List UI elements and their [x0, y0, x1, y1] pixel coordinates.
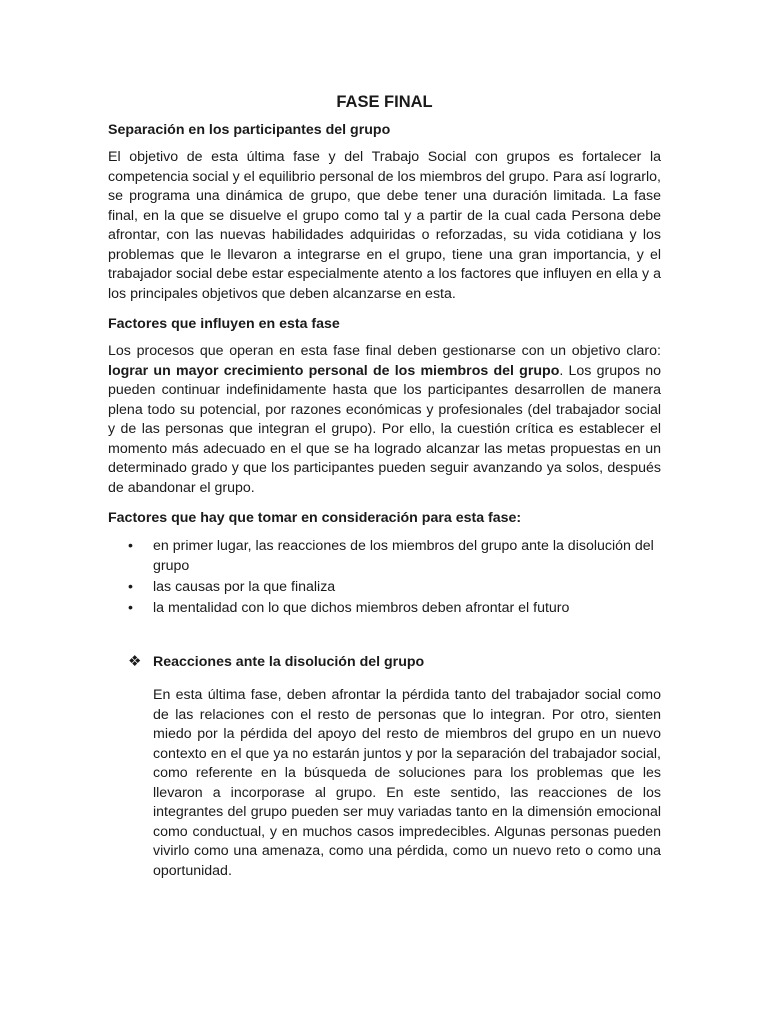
section-heading-separacion: Separación en los participantes del grupo	[108, 122, 391, 138]
paragraph-procesos	[108, 342, 661, 498]
bullet-icon: •	[128, 600, 133, 616]
section-heading-consideracion: Factores que hay que tomar en consideración para esta fase:	[108, 510, 522, 526]
bullet-list	[108, 536, 661, 618]
bullet-item	[108, 536, 661, 576]
paragraph-reacciones: En esta última fase, deben afrontar la pérdida tanto del trabajador social como de las relaciones con el resto de personas que lo integran. Por otro, sienten miedo por la pérdida del apoyo del resto de miembros del grupo en un nuevo contexto en el que ya no estarán juntos y por la separación del trabajador social, como referente en la búsqueda de soluciones para los problemas que les llevaron a incorporase al grupo. En este sentido, las reacciones de los integrantes del grupo pueden ser muy variadas tanto en la dimensión emocional como conductual, y en muchos casos impredecibles. Algunas personas pueden vivirlo como una amenaza, como una pérdida, como un nuevo reto o como una oportunidad.	[153, 687, 661, 879]
section-heading-factores: Factores que influyen en esta fase	[108, 316, 340, 332]
paragraph-procesos-bold: lograr un mayor crecimiento personal de los miembros del grupo	[108, 362, 560, 379]
paragraph-objetivo: El objetivo de esta última fase y del Trabajo Social con grupos es fortalecer la competencia social y el equilibrio personal de los miembros del grupo. Para así lograrlo, se programa una dinámica de grupo, que debe tener una duración limitada. La fase final, en la que se disuelve el grupo como tal y a partir de la cual cada Persona debe afrontar, con las nuevas habilidades adquiridas o reforzadas, su vida cotidiana y los problemas que le llevaron a integrarse en el grupo, tiene una gran importancia, y el trabajador social debe estar especialmente atento a los factores que influyen en ella y a los principales objetivos que deben alcanzarse en esta.	[108, 149, 661, 302]
diamond-bullet-icon: ❖	[128, 653, 142, 670]
bullet-icon: •	[128, 538, 133, 554]
document-title: FASE FINAL	[336, 93, 433, 111]
bullet-item	[108, 577, 661, 597]
section-heading-reacciones	[128, 652, 661, 672]
section-heading-reacciones-text: Reacciones ante la disolución del grupo	[153, 654, 425, 670]
bullet-text: las causas por la que finaliza	[153, 579, 336, 595]
bullet-icon: •	[128, 579, 133, 595]
bullet-item	[108, 598, 661, 618]
document-page	[108, 90, 661, 891]
paragraph-procesos-end: . Los grupos no pueden continuar indefinidamente hasta que los participantes desarrollen de manera plena todo su potencial, por razones económicas y profesionales (del trabajador social y de las personas que integran el grupo). Por ello, la cuestión crítica es establecer el momento más adecuado en el que se ha logrado alcanzar las metas propuestas en un determinado grado y que los participantes pueden seguir avanzando ya solos, después de abandonar el grupo.	[108, 362, 661, 496]
bullet-text: en primer lugar, las reacciones de los miembros del grupo ante la disolución del grupo	[153, 538, 654, 574]
paragraph-procesos-start: Los procesos que operan en esta fase final deben gestionarse con un objetivo claro:	[108, 343, 661, 359]
bullet-text: la mentalidad con lo que dichos miembros deben afrontar el futuro	[153, 600, 570, 616]
